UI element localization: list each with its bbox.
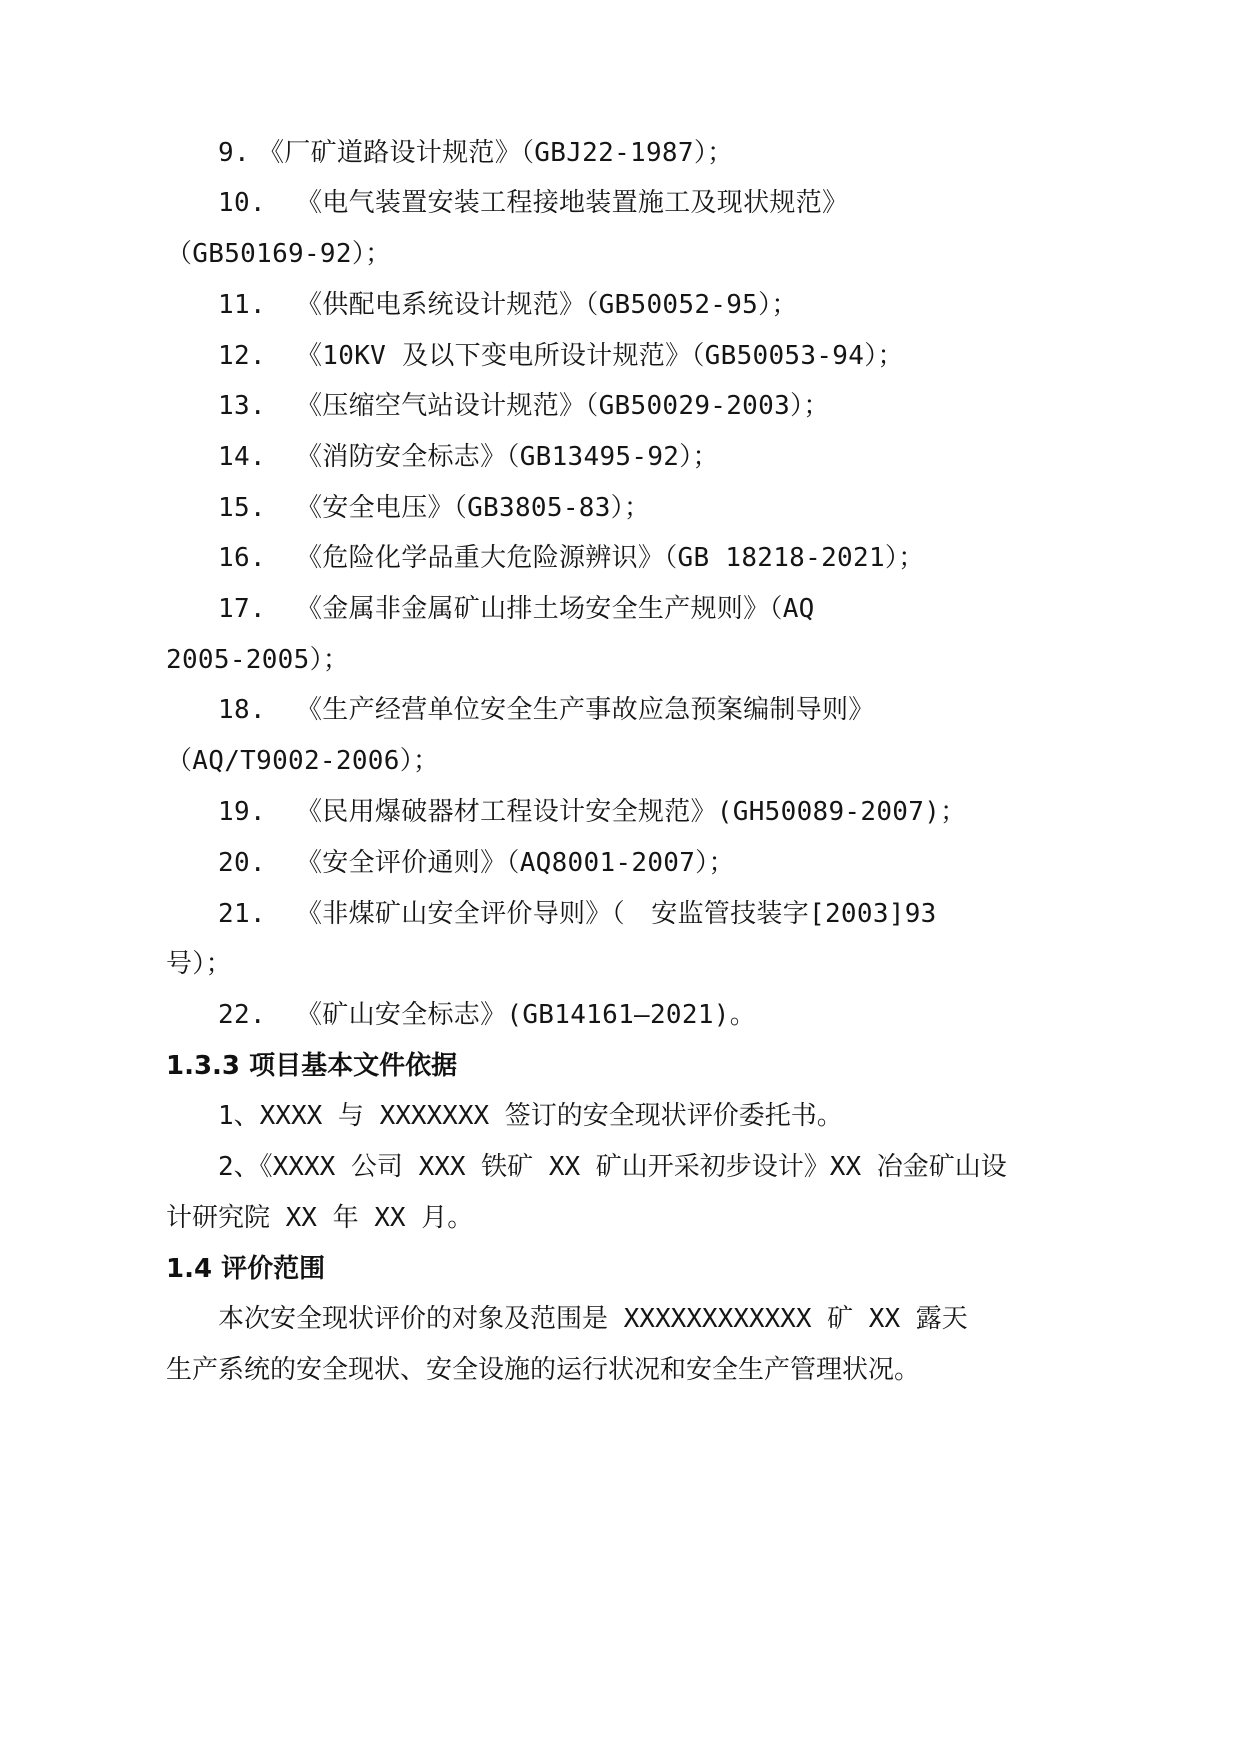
reference-item — [218, 693, 875, 727]
reference-item — [218, 339, 904, 373]
reference-number: 22. — [218, 1000, 266, 1030]
paragraph-line: 生产系统的安全现状、安全设施的运行状况和安全生产管理状况。 — [166, 1355, 921, 1385]
reference-text: 《消防安全标志》（GB13495-92）； — [296, 442, 719, 472]
reference-text: 《电气装置安装工程接地装置施工及现状规范》 — [296, 188, 849, 218]
reference-text: 《厂矿道路设计规范》（GBJ22-1987）； — [258, 138, 734, 168]
paragraph-line: 1、XXXX 与 XXXXXXX 签订的安全现状评价委托书。 — [218, 1101, 843, 1131]
reference-number: 11. — [218, 290, 266, 320]
paragraph-line: 计研究院 XX 年 XX 月。 — [166, 1203, 474, 1233]
reference-item — [218, 491, 650, 525]
reference-text: 《矿山安全标志》(GB14161—2021)。 — [296, 1000, 757, 1030]
reference-item — [218, 389, 830, 423]
reference-item — [218, 136, 733, 170]
reference-number: 18. — [218, 695, 266, 725]
reference-continuation: 号）； — [166, 949, 232, 979]
reference-item — [218, 541, 925, 575]
reference-item — [218, 897, 937, 931]
reference-item — [218, 288, 798, 322]
reference-item — [218, 186, 848, 220]
reference-item — [218, 592, 815, 626]
reference-text: 《非煤矿山安全评价导则》（ 安监管技装字[2003]93 — [296, 899, 937, 929]
reference-continuation: 2005-2005）； — [166, 645, 350, 675]
reference-number: 9. — [218, 138, 250, 168]
reference-text: 《安全评价通则》（AQ8001-2007）； — [296, 848, 735, 878]
reference-number: 12. — [218, 341, 266, 371]
reference-text: 《供配电系统设计规范》（GB50052-95）； — [296, 290, 798, 320]
reference-continuation: （AQ/T9002-2006）； — [166, 746, 440, 776]
reference-number: 13. — [218, 391, 266, 421]
reference-text: 《危险化学品重大危险源辨识》（GB 18218-2021）； — [296, 543, 925, 573]
reference-text: 《压缩空气站设计规范》（GB50029-2003）； — [296, 391, 830, 421]
reference-number: 19. — [218, 797, 266, 827]
reference-text: 《生产经营单位安全生产事故应急预案编制导则》 — [296, 695, 875, 725]
reference-number: 10. — [218, 188, 266, 218]
reference-continuation: （GB50169-92）； — [166, 239, 392, 269]
reference-text: 《安全电压》（GB3805-83）； — [296, 493, 651, 523]
reference-item — [218, 998, 756, 1032]
reference-text: 《民用爆破器材工程设计安全规范》(GH50089-2007)； — [296, 797, 967, 827]
reference-number: 15. — [218, 493, 266, 523]
paragraph-line: 本次安全现状评价的对象及范围是 XXXXXXXXXXXX 矿 XX 露天 — [218, 1304, 968, 1334]
paragraph-line: 2、《XXXX 公司 XXX 铁矿 XX 矿山开采初步设计》XX 冶金矿山设 — [218, 1152, 1007, 1182]
section-heading: 1.4 评价范围 — [166, 1254, 326, 1284]
section-heading: 1.3.3 项目基本文件依据 — [166, 1051, 458, 1081]
reference-number: 21. — [218, 899, 266, 929]
reference-item — [218, 795, 966, 829]
reference-item — [218, 846, 735, 880]
reference-item — [218, 440, 719, 474]
reference-number: 14. — [218, 442, 266, 472]
reference-number: 17. — [218, 594, 266, 624]
reference-number: 20. — [218, 848, 266, 878]
reference-text: 《金属非金属矿山排土场安全生产规则》（AQ — [296, 594, 815, 624]
reference-text: 《10KV 及以下变电所设计规范》（GB50053-94）； — [296, 341, 904, 371]
reference-number: 16. — [218, 543, 266, 573]
